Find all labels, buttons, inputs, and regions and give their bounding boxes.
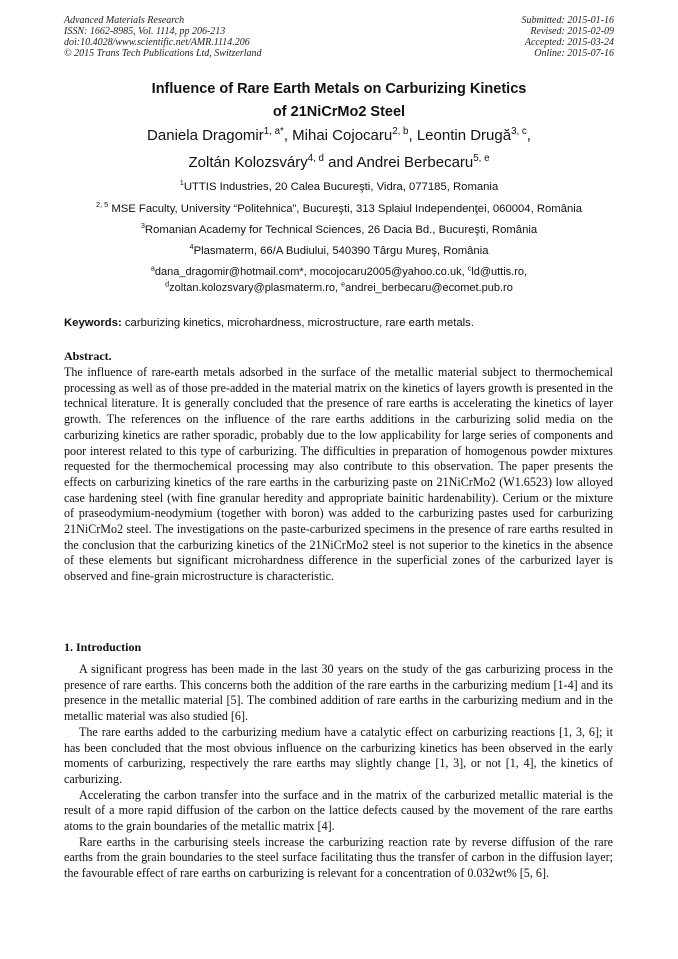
affiliation-3 [40, 221, 638, 236]
email-d: zoltan.kolozsvary@plasmaterm.ro, [169, 282, 342, 294]
affil-text: UTTIS Industries, 20 Calea Bucureşti, Vidra, 077185, Romania [183, 181, 499, 193]
affil-text: MSE Faculty, University “Politehnica”, Bucureşti, 313 Splaiul Independenţei, 060004, România [111, 203, 583, 215]
intro-paragraph: Rare earths in the carburising steels increase the carburizing reaction rate by reverse diffusion of the rare earths from the grain boundaries to the steel surface facilitating thus the transfer of carbon in the diffusion layer; the favourable effect of rare earths on carburizing is relevant for a concentration of 0.032wt% [5, 6]. [64, 834, 613, 881]
affil-mark: 1 [179, 178, 184, 188]
email-mark: a [150, 264, 155, 273]
date-online: Online: 2015-07-16 [534, 48, 614, 59]
emails-line-2 [40, 282, 638, 294]
affiliation-2 [40, 200, 638, 215]
email-c: ld@uttis.ro, [471, 266, 528, 278]
author-name: Daniela Dragomir [147, 127, 264, 144]
author-separator: , [526, 127, 531, 144]
authors-line-1 [40, 127, 638, 144]
abstract-text: The influence of rare-earth metals adsorbed in the surface of the metallic material subject to thermochemical processing as well as of those pre-added in the material matrix on the kinetics of layers growth is presented in the technical literature. It is generally concluded that the presence of rare earths is accelerating the kinetics of layer growth. The references on the influence of the rare earths additions in the carburizing solid media on the carburizing kinetics are rather sporadic, probably due to the low applicability for large series of components and poor interest related to this type of carburizing. The difficulties in preparation of homogenous powder mixtures requested for the thermochemical processing may also contribute to this observation. The paper presents the effects on carburizing kinetics of the rare earths in the carburizing paste on 21NiCrMo2 (W1.6523) low alloyed case hardening steel (with fine granular heredity and appropriate bainitic hardenability). Cerium or the mixture of praseodymium-neodymium (together with boron) was added to the carburizing pastes used for carburizing 21NiCrMo2 steel. The investigations on the paste-carburized specimens in the presence of rare earths resulted in the conclusion that the carburizing kinetics of the 21NiCrMo2 steel is not superior to the kinetics in the absence of these elements but significant microhardness difference in the superficial zones of the carburized layer is observed and fine-grain microstructure is characteristic. [64, 365, 613, 584]
journal-name: Advanced Materials Research [64, 15, 185, 26]
affil-mark: 4 [189, 242, 194, 252]
journal-header [64, 15, 262, 59]
section-heading-introduction: 1. Introduction [64, 640, 142, 654]
email-mark: e [341, 280, 346, 289]
intro-paragraph: The rare earths added to the carburizing medium have a catalytic effect on carburizing reactions [1, 3, 6]; it has been concluded that the most obvious influence on the carburizing kinetics has been observed in the early moments of carburizing, respectively the rare earths may slightly change [1, 3], or not [1, 4], the kinetics of carburizing. [64, 724, 613, 786]
email-mark: c [467, 264, 472, 273]
dates-header [522, 15, 615, 59]
abstract-heading: Abstract. [64, 349, 112, 363]
author-affil-mark: 5, e [473, 153, 490, 164]
intro-paragraph: A significant progress has been made in the last 30 years on the study of the gas carburizing process in the presence of rare earths. This concerns both the addition of the rare earths in the carburizing medium [1-4] and its presence in the metallic material [5]. The combined addition of rare earths in the carburizing medium and in the metallic material was also studied [6]. [64, 662, 613, 724]
paper-title-line-1: Influence of Rare Earth Metals on Carburizing Kinetics [151, 81, 527, 97]
keywords-label: Keywords: [64, 317, 122, 329]
journal-issn: ISSN: 1662-8985, Vol. 1114, pp 206-213 [64, 26, 226, 37]
paper-title-line-2: of 21NiCrMo2 Steel [272, 104, 406, 120]
journal-copyright: © 2015 Trans Tech Publications Ltd, Switzerland [64, 48, 262, 59]
keywords [64, 317, 474, 329]
date-submitted: Submitted: 2015-01-16 [521, 15, 614, 26]
journal-doi: doi:10.4028/www.scientific.net/AMR.1114.206 [64, 37, 250, 48]
author-separator: and [323, 154, 357, 171]
abstract-body [64, 365, 613, 585]
affiliation-4 [40, 242, 638, 257]
intro-paragraph: Accelerating the carbon transfer into the surface and in the matrix of the carburized metallic material is the result of a more rapid diffusion of the carbon on the lattice defects caused by the movement of the rare earths atoms to the grain boundaries of the metallic matrix [4]. [64, 787, 613, 834]
author-separator: , [408, 127, 417, 144]
author-name: Mihai Cojocaru [292, 127, 393, 144]
emails-line-1 [40, 266, 638, 278]
author-separator: , [283, 127, 293, 144]
author-affil-mark: 2, b [392, 126, 409, 137]
affil-mark: 2, 5 [95, 200, 109, 210]
date-accepted: Accepted: 2015-03-24 [524, 37, 614, 48]
author-affil-mark: 1, a* [263, 126, 284, 137]
author-affil-mark: 4, d [307, 153, 324, 164]
email-a: dana_dragomir@hotmail.com*, mocojocaru2005@yahoo.co.uk, [154, 266, 468, 278]
author-name: Zoltán Kolozsváry [188, 154, 308, 171]
affil-mark: 3 [140, 221, 145, 231]
keywords-text: carburizing kinetics, microhardness, microstructure, rare earth metals. [121, 317, 474, 329]
affil-text: Plasmaterm, 66/A Budiului, 540390 Târgu Mureş, România [193, 245, 489, 257]
email-mark: d [165, 280, 170, 289]
affil-text: Romanian Academy for Technical Sciences, 26 Dacia Bd., Bucureşti, România [144, 224, 538, 236]
email-e: andrei_berbecaru@ecomet.pub.ro [345, 282, 513, 294]
author-affil-mark: 3, c [511, 126, 527, 137]
date-revised: Revised: 2015-02-09 [530, 26, 614, 37]
affiliation-1 [40, 178, 638, 193]
authors-line-2 [40, 154, 638, 171]
author-name: Andrei Berbecaru [356, 154, 474, 171]
introduction-body [64, 662, 613, 882]
author-name: Leontin Drugă [416, 127, 512, 144]
